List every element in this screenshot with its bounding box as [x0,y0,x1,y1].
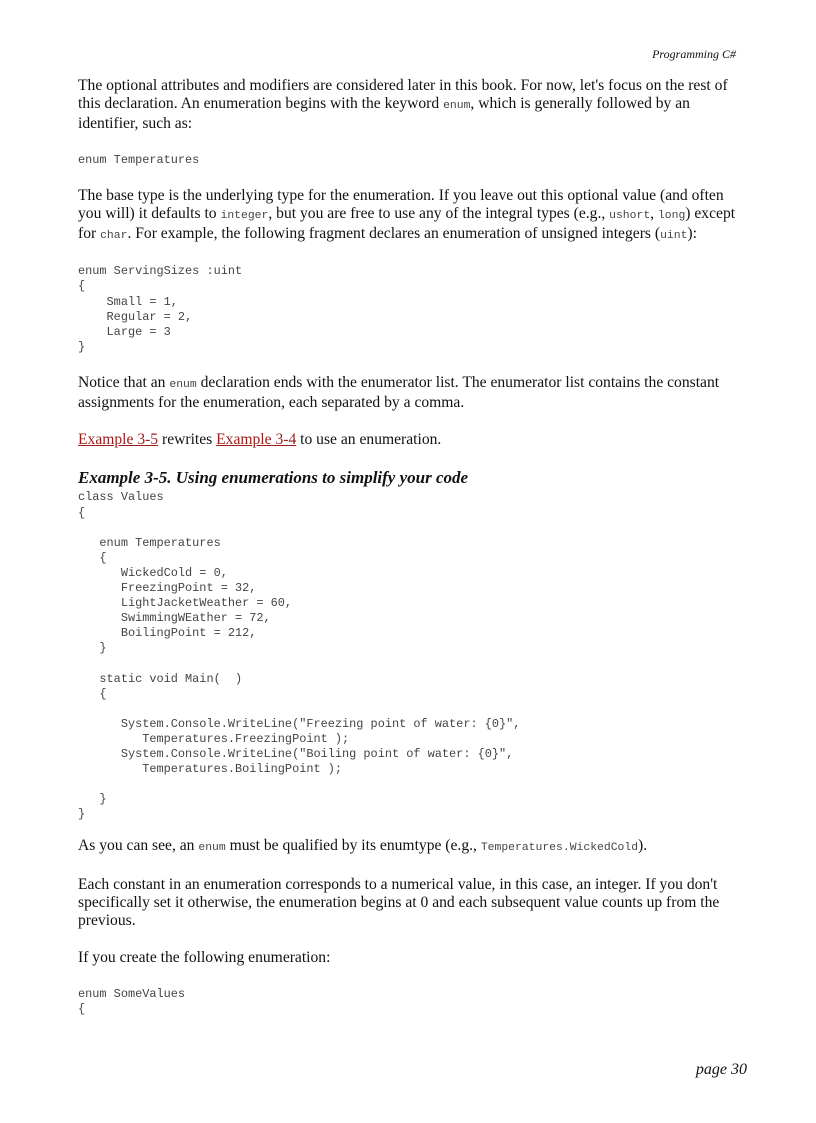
paragraph-intro [78,77,743,134]
text: , but you are free to use any of the integral types (e.g., [268,204,610,222]
text: ). [638,836,648,854]
code-block-some-values: enum SomeValues { [78,986,186,1016]
inline-code: enum [443,100,471,113]
text: The base type is the underlying type for the enumeration. If you leave out this optional value (and often you will) it defaults to [78,186,724,222]
link-example-3-4[interactable]: Example 3-4 [216,431,297,449]
inline-code: ushort [609,209,651,222]
text: , which is generally followed by an identifier, such as: [78,95,690,133]
paragraph-numeric-values: Each constant in an enumeration corresponds to a numerical value, in this case, an integer. If you don't specifically set it otherwise, the enumeration begins at 0 and each subsequent value counts up from the previous. [78,875,720,930]
text: ): [687,225,697,243]
code-block-serving-sizes: enum ServingSizes :uint { Small = 1, Regular = 2, Large = 3 } [78,264,243,354]
text: to use an enumeration. [296,431,442,449]
page-number: page 30 [695,1061,747,1078]
text: The optional attributes and modifiers are considered later in this book. For now, let's focus on the rest of this declaration. An enumeration begins with the keyword [78,77,728,113]
paragraph-example-ref [78,431,743,449]
running-header: Programming C# [652,47,736,61]
text: As you can see, an [78,836,199,854]
inline-code: integer [220,209,269,222]
text: ) except for [78,204,736,243]
text: , [650,204,658,222]
inline-code: enum [198,841,226,854]
inline-code: long [657,209,686,222]
inline-code: enum [169,378,197,391]
inline-code: Temperatures.WickedCold [480,841,639,854]
paragraph-enumerator-list [78,374,743,412]
text: declaration ends with the enumerator list. The enumerator list contains the constant assignments for the enumeration, each separated by a comma. [78,373,720,412]
text: . For example, the following fragment declares an enumeration of unsigned integers ( [127,225,661,243]
text: must be qualified by its enumtype (e.g., [225,836,481,854]
page-body [78,77,743,1036]
inline-code: char [100,230,128,243]
code-block-enum-temperatures: enum Temperatures [78,152,200,167]
paragraph-base-type [78,187,743,246]
inline-code: uint [660,230,688,243]
text: rewrites [158,431,217,449]
paragraph-following-enum: If you create the following enumeration: [78,949,331,967]
text: Notice that an [78,373,170,391]
paragraph-qualified [78,837,743,857]
link-example-3-5[interactable]: Example 3-5 [78,431,159,449]
example-title: Example 3-5. Using enumerations to simplify your code [78,468,469,488]
code-block-example-3-5: class Values { enum Temperatures { WickedCold = 0, FreezingPoint = 32, LightJacketWeather = 60, SwimmingWEather = 72, BoilingPoint = 212, } static void Main( ) { System.Console.WriteLine("Freezing point of water: {0}", Temperatures.FreezingPoint ); System.Console.WriteLine("Boiling point of water: {0}", Temperatures.BoilingPoint ); } } [78,490,521,822]
